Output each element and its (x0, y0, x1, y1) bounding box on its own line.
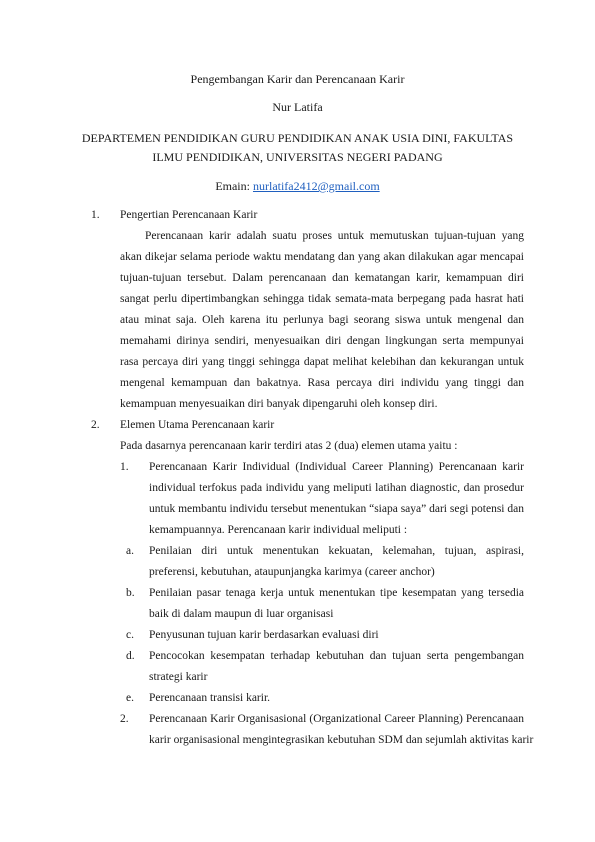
paragraph-line: sangat perlu dipertimbangkan sehingga tidak semata-mata berpegang pada hasrat hati (120, 293, 524, 305)
author-name: Nur Latifa (272, 100, 323, 114)
paragraph-line: akan dikejar selama periode waktu mendatang dan yang akan dilakukan agar mencapai (120, 251, 524, 263)
affiliation-line-2: ILMU PENDIDIKAN, UNIVERSITAS NEGERI PADANG (152, 150, 443, 164)
section-2-number: 2. (91, 419, 100, 431)
subitem-b-line: Penilaian pasar tenaga kerja untuk menentukan tipe kesempatan yang tersedia (149, 587, 524, 599)
section-2-heading: Elemen Utama Perencanaan karir (120, 419, 275, 431)
email-label: Emain: (215, 179, 253, 193)
paragraph-line: kemampuan menyesuaikan diri banyak dipengaruhi oleh konsep diri. (120, 398, 438, 410)
subitem-a-letter: a. (126, 545, 134, 557)
item-2-number: 2. (120, 713, 129, 725)
paragraph-line: Perencanaan karir adalah suatu proses untuk memutuskan tujuan-tujuan yang (145, 230, 524, 242)
item-1-line: Perencanaan Karir Individual (Individual Career Planning) Perencanaan karir (149, 461, 524, 473)
subitem-e-line: Perencanaan transisi karir. (149, 692, 271, 704)
item-2-line: karir organisasional mengintegrasikan kebutuhan SDM dan sejumlah aktivitas karir (149, 734, 534, 746)
item-1-line: individual terfokus pada individu yang meliputi latihan diagnostic, dan prosedur (149, 482, 524, 494)
paragraph-line: atau minat saja. Oleh karena itu perlunya bagi seorang siswa untuk mengenal dan (120, 314, 524, 326)
item-1-line: untuk membantu individu tersebut menentukan “siapa saya” dari segi potensi dan (149, 503, 524, 515)
paragraph-line: memahami dirinya sendiri, menyesuaikan diri dengan lingkungan serta mempunyai (120, 335, 524, 347)
section-2-intro: Pada dasarnya perencanaan karir terdiri atas 2 (dua) elemen utama yaitu : (120, 440, 458, 452)
subitem-d-line: Pencocokan kesempatan terhadap kebutuhan dan tujuan serta pengembangan (149, 650, 524, 662)
paragraph-line: mengenal kemampuan dan bakatnya. Rasa percaya diri individu yang tinggi dan (120, 377, 524, 389)
section-1-heading: Pengertian Perencanaan Karir (120, 209, 258, 221)
section-1-number: 1. (91, 209, 100, 221)
email-line (0, 179, 595, 193)
subitem-d-line: strategi karir (149, 671, 208, 683)
document-title: Pengembangan Karir dan Perencanaan Karir (190, 72, 405, 86)
item-1-line: kemampuannya. Perencanaan karir individual meliputi : (149, 524, 408, 536)
item-2-line: Perencanaan Karir Organisasional (Organizational Career Planning) Perencanaan (149, 713, 524, 725)
paragraph-line: tujuan-tujuan tersebut. Dalam perencanaan dan kematangan karir, kemampuan diri (120, 272, 524, 284)
subitem-c-line: Penyusunan tujuan karir berdasarkan evaluasi diri (149, 629, 379, 641)
affiliation-line-1: DEPARTEMEN PENDIDIKAN GURU PENDIDIKAN ANAK USIA DINI, FAKULTAS (81, 131, 514, 145)
subitem-a-line: Penilaian diri untuk menentukan kekuatan, kelemahan, tujuan, aspirasi, (149, 545, 524, 557)
email-link[interactable]: nurlatifa2412@gmail.com (252, 179, 380, 193)
subitem-d-letter: d. (126, 650, 135, 662)
paragraph-line: rasa percaya diri yang tinggi sehingga dapat melihat kelebihan dan kekurangan untuk (120, 356, 524, 368)
subitem-a-line: preferensi, kebutuhan, ataupunjangka karimya (career anchor) (149, 566, 435, 578)
subitem-b-line: baik di dalam maupun di luar organisasi (149, 608, 334, 620)
subitem-e-letter: e. (126, 692, 134, 704)
subitem-c-letter: c. (126, 629, 134, 641)
subitem-b-letter: b. (126, 587, 135, 599)
item-1-number: 1. (120, 461, 129, 473)
